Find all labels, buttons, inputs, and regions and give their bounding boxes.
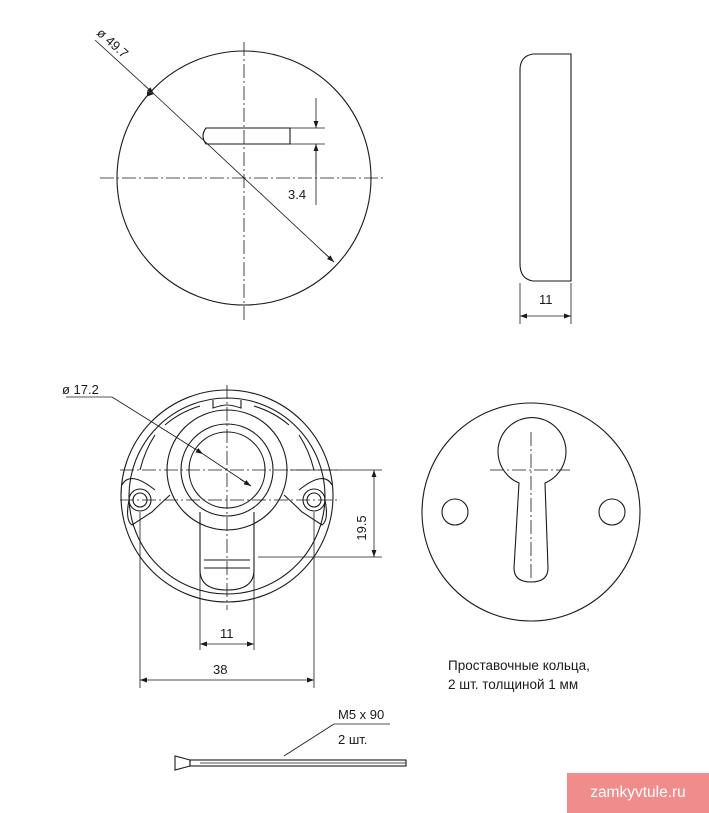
dim-slot-offset: 3.4 <box>288 187 307 202</box>
dim-height-offset: 19.5 <box>354 515 369 541</box>
front-view-slot-cover <box>94 25 384 320</box>
side-view-profile <box>520 54 571 324</box>
rear-view-base <box>62 382 382 688</box>
dim-inner-diameter: ø 17.2 <box>62 382 99 397</box>
dim-thickness: 11 <box>539 292 553 307</box>
dim-mount-spacing: 38 <box>213 662 228 677</box>
screw-view <box>175 707 406 770</box>
watermark-link[interactable]: zamkyvtule.ru <box>567 773 709 813</box>
dim-outer-diameter: ø 49.7 <box>93 25 132 61</box>
dim-slot-width: 11 <box>220 626 234 641</box>
note-line-2: 2 шт. толщиной 1 мм <box>448 677 579 692</box>
spacer-note <box>448 656 590 694</box>
spacer-ring-view <box>422 403 640 621</box>
note-line-1: Проставочные кольца, <box>448 658 590 673</box>
screw-qty: 2 шт. <box>338 732 368 747</box>
screw-spec: M5 x 90 <box>338 707 385 722</box>
